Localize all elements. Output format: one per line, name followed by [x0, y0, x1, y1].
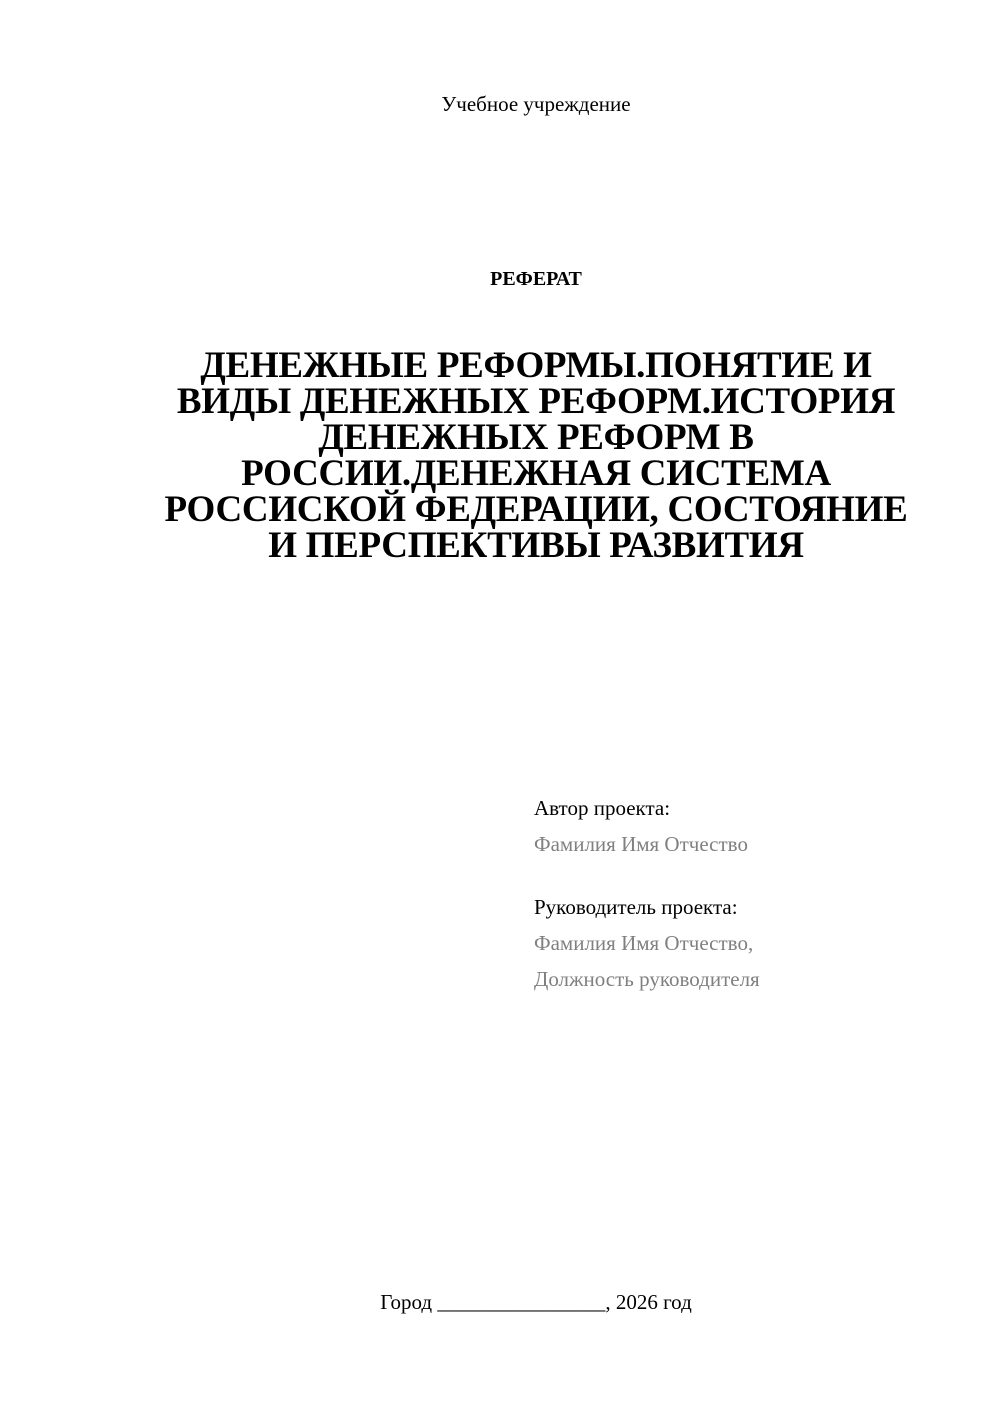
institution-name: Учебное учреждение: [441, 92, 631, 116]
city-year-line: Город ________________, 2026 год: [380, 1290, 692, 1314]
author-name: Фамилия Имя Отчество: [534, 832, 748, 856]
supervisor-label: Руководитель проекта:: [534, 895, 738, 919]
supervisor-position: Должность руководителя: [534, 967, 760, 991]
document-title: ДЕНЕЖНЫЕ РЕФОРМЫ.ПОНЯТИЕ И ВИДЫ ДЕНЕЖНЫХ РЕФОРМ.ИСТОРИЯ ДЕНЕЖНЫХ РЕФОРМ В РОССИИ.ДЕНЕЖНАЯ СИСТЕМА РОССИСКОЙ ФЕДЕРАЦИИ, СОСТОЯНИЕ И ПЕРСПЕКТИВЫ РАЗВИТИЯ: [164, 345, 908, 566]
project-info: [534, 790, 954, 997]
author-label: Автор проекта:: [534, 796, 671, 820]
supervisor-name: Фамилия Имя Отчество,: [534, 931, 754, 955]
document-type: РЕФЕРАТ: [490, 268, 582, 290]
